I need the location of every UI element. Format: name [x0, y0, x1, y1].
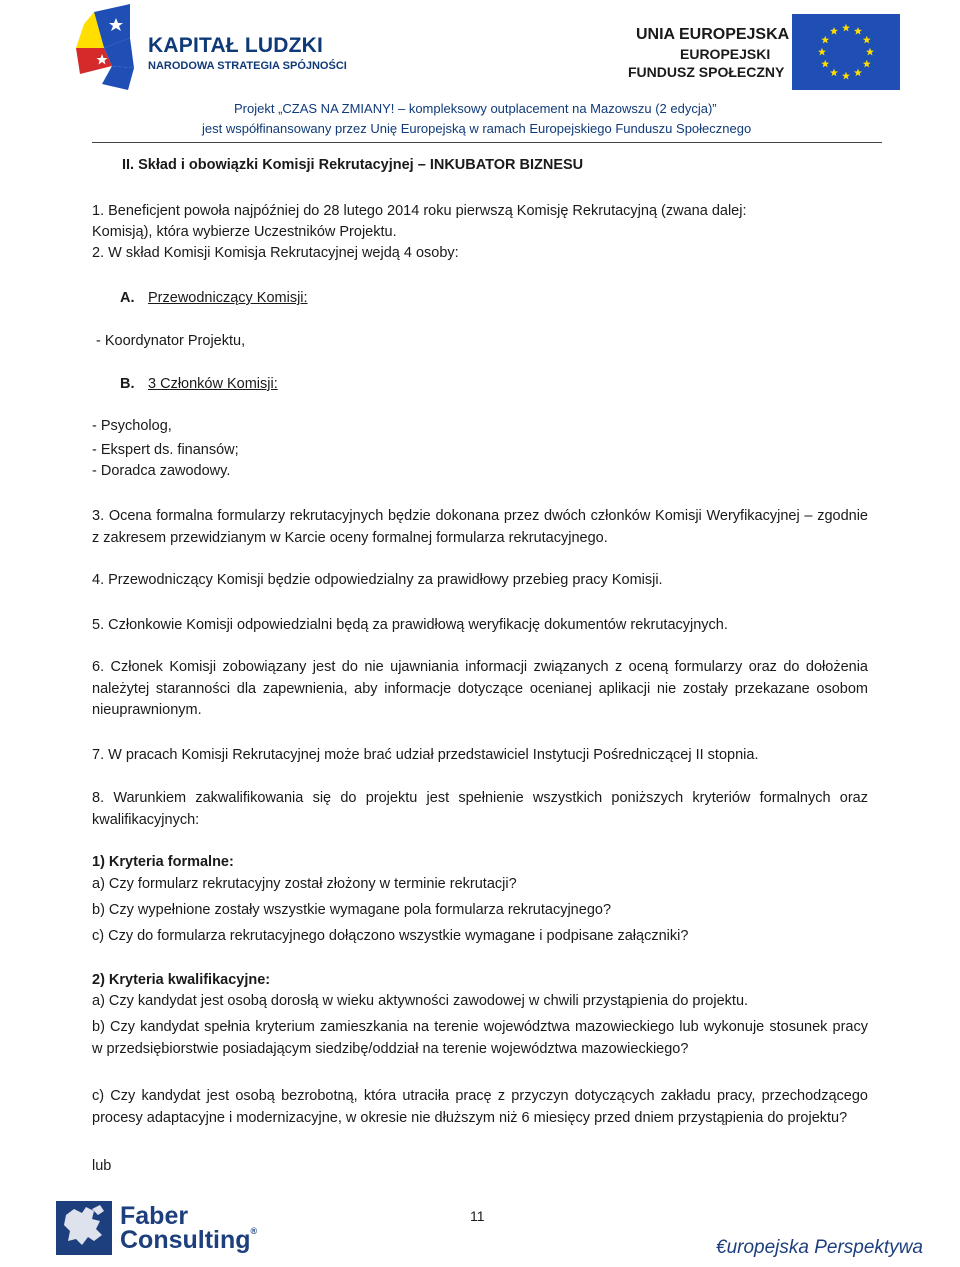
- page-number: 11: [470, 1208, 485, 1224]
- kapital-ludzki-subtitle: NARODOWA STRATEGIA SPÓJNOŚCI: [148, 60, 347, 72]
- eu-subtitle-line1: EUROPEJSKI: [680, 46, 771, 62]
- subsection-b-title: 3 Członków Komisji:: [148, 376, 278, 392]
- paragraph-4: 4. Przewodniczący Komisji będzie odpowiedzialny za prawidłowy przebieg pracy Komisji.: [92, 572, 663, 588]
- subsection-b-item: - Ekspert ds. finansów;: [92, 442, 239, 458]
- subsection-b-item: - Doradca zawodowy.: [92, 463, 231, 479]
- kapital-ludzki-title: KAPITAŁ LUDZKI: [148, 34, 324, 57]
- paragraph-3: 3. Ocena formalna formularzy rekrutacyjnych będzie dokonana przez dwóch członków Komisji Weryfikacyjnej – zgodnie z zakresem przewidzianym w Karcie oceny formalnej formularza rekrutacyjnego.: [92, 508, 868, 546]
- qualification-criterion-b: b) Czy kandydat spełnia kryterium zamieszkania na terenie województwa mazowieckiego lub wykonuje stosunek pracy w przedsiębiorstwie posiadającym siedzibę/oddział na terenie województwa mazowieckiego?: [92, 1019, 868, 1057]
- paragraph-2: 2. W skład Komisji Komisja Rekrutacyjnej wejdą 4 osoby:: [92, 245, 459, 261]
- qualification-criterion-a: a) Czy kandydat jest osobą dorosłą w wieku aktywności zawodowej w chwili przystąpienia do projektu.: [92, 993, 749, 1009]
- formal-criterion-b: b) Czy wypełnione zostały wszystkie wymagane pola formularza rekrutacyjnego?: [92, 902, 612, 918]
- subsection-a-prefix: A.: [120, 290, 135, 306]
- faber-consulting-map-logo-icon: [56, 1201, 112, 1255]
- project-line-2: jest współfinansowany przez Unię Europejską w ramach Europejskiego Funduszu Społecznego: [202, 121, 752, 136]
- registered-mark: ®: [250, 1226, 258, 1236]
- paragraph-8: 8. Warunkiem zakwalifikowania się do projektu jest spełnienie wszystkich poniższych kryteriów formalnych oraz kwalifikacyjnych:: [92, 790, 868, 828]
- eu-perspective-logo-text: €uropejska Perspektywa: [716, 1237, 923, 1258]
- subsection-b-prefix: B.: [120, 376, 135, 392]
- eu-subtitle-line2: FUNDUSZ SPOŁECZNY: [628, 64, 785, 80]
- section-heading: II. Skład i obowiązki Komisji Rekrutacyjnej – INKUBATOR BIZNESU: [122, 157, 584, 173]
- paragraph-1-line-1: 1. Beneficjent powoła najpóźniej do 28 lutego 2014 roku pierwszą Komisję Rekrutacyjną (zwana dalej:: [92, 203, 747, 219]
- eu-flag-icon: [792, 14, 900, 90]
- subsection-a-item: - Koordynator Projektu,: [96, 333, 246, 349]
- or-text: lub: [92, 1158, 112, 1174]
- faber-logo-text-line1: Faber: [120, 1202, 189, 1230]
- subsection-b-item: - Psycholog,: [92, 418, 172, 434]
- faber-logo-text-line2: [120, 1226, 257, 1255]
- subsection-a-title: Przewodniczący Komisji:: [148, 290, 308, 306]
- paragraph-6: 6. Członek Komisji zobowiązany jest do nie ujawniania informacji związanych z oceną formularzy oraz do dołożenia należytej staranności dla zapewnienia, aby informacje dotyczące ocenianej aplikacji nie zostały przekazane osobom nieuprawnionym.: [92, 659, 868, 718]
- qualification-criteria-title: 2) Kryteria kwalifikacyjne:: [92, 972, 271, 988]
- paragraph-1-line-2: Komisją), która wybierze Uczestników Projektu.: [92, 224, 397, 240]
- paragraph-5: 5. Członkowie Komisji odpowiedzialni będą za prawidłową weryfikację dokumentów rekrutacyjnych.: [92, 617, 728, 633]
- project-line-1: Projekt „CZAS NA ZMIANY! – kompleksowy outplacement na Mazowszu (2 edycja)”: [234, 101, 717, 116]
- formal-criterion-c: c) Czy do formularza rekrutacyjnego dołączono wszystkie wymagane i podpisane załączniki?: [92, 928, 689, 944]
- paragraph-7: 7. W pracach Komisji Rekrutacyjnej może brać udział przedstawiciel Instytucji Pośredniczącej II stopnia.: [92, 747, 759, 763]
- eu-title: UNIA EUROPEJSKA: [636, 26, 790, 43]
- kapital-ludzki-logo-icon: [72, 4, 150, 90]
- faber-consulting-word: Consulting: [120, 1226, 251, 1254]
- qualification-criterion-c: c) Czy kandydat jest osobą bezrobotną, która utraciła pracę z przyczyn dotyczących zakładu pracy, przechodzącego procesy adaptacyjne i modernizacyjne, w okresie nie dłuższym niż 6 miesięcy przed dniem przystąpienia do projektu?: [92, 1088, 868, 1126]
- header-divider: [92, 142, 882, 143]
- formal-criteria-title: 1) Kryteria formalne:: [92, 854, 234, 870]
- formal-criterion-a: a) Czy formularz rekrutacyjny został złożony w terminie rekrutacji?: [92, 876, 517, 892]
